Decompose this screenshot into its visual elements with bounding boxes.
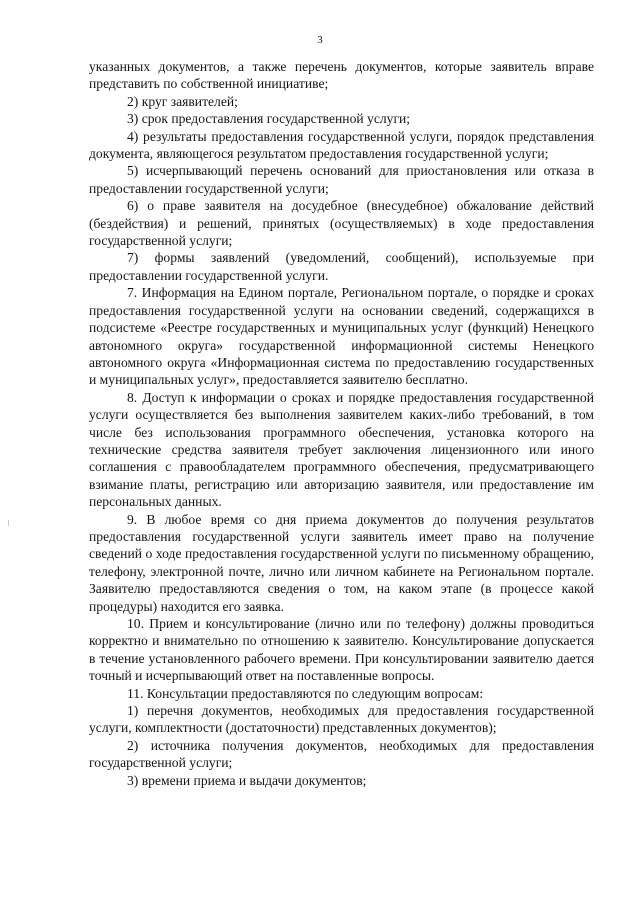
list-item-application-forms: 7) формы заявлений (уведомлений, сообщений), используемые при предоставлении государственной услуги. bbox=[89, 250, 594, 283]
paragraph-continuation: указанных документов, а также перечень документов, которые заявитель вправе представить по собственной инициативе; bbox=[89, 59, 594, 92]
paragraph-11: 11. Консультации предоставляются по следующим вопросам: bbox=[127, 685, 484, 701]
paragraph-8: 8. Доступ к информации о сроках и порядке предоставления государственной услуги осуществляется без выполнения заявителем каких-либо требований, в том числе без использования программного обеспечения, установка которого на технические средства заявителя требует заключения лицензионного или иного соглашения с правообладателем программного обеспечения, предусматривающего взимание платы, регистрацию или авторизацию заявителя, или предоставление им персональных данных. bbox=[89, 389, 594, 510]
paragraph-7: 7. Информация на Едином портале, Региональном портале, о порядке и сроках предоставления государственной услуги на основании сведений, содержащихся в подсистеме «Реестре государственных и муниципальных услуг (функций) Ненецкого автономного округа» государственной информационной системы Ненецкого автономного округа «Информационная система по предоставлению государственных и муниципальных услуг», предоставляется заявителю бесплатно. bbox=[89, 285, 594, 388]
consult-item-sources: 2) источника получения документов, необходимых для предоставления государственной услуги; bbox=[89, 737, 594, 771]
page-number: 3 bbox=[317, 34, 323, 46]
list-item-applicants: 2) круг заявителей; bbox=[127, 93, 238, 109]
list-item-appeal-right: 6) о праве заявителя на досудебное (внесудебное) обжалование действий (бездействия) и решений, принятых (осуществляемых) в ходе предоставления государственной услуги; bbox=[89, 198, 594, 249]
document-body bbox=[89, 58, 594, 789]
consult-item-schedule: 3) времени приема и выдачи документов; bbox=[127, 772, 367, 788]
margin-mark bbox=[8, 520, 9, 526]
consult-item-documents: 1) перечня документов, необходимых для предоставления государственной услуги, комплектности (достаточности) представленных документов); bbox=[89, 703, 594, 736]
list-item-service-term: 3) срок предоставления государственной услуги; bbox=[127, 111, 411, 127]
paragraph-10: 10. Прием и консультирование (лично или по телефону) должны проводиться корректно и внимательно по отношению к заявителю. Консультирование допускается в течение установленного рабочего времени. При консультировании заявителю дается точный и исчерпывающий ответ на поставленные вопросы. bbox=[89, 616, 594, 684]
paragraph-9: 9. В любое время со дня приема документов до получения результатов предоставления государственной услуги заявитель имеет право на получение сведений о ходе предоставления государственной услуги по письменному обращению, телефону, электронной почте, лично или личном кабинете на Региональном портале. Заявителю предоставляются сведения о том, на каком этапе (в процессе какой процедуры) находится его заявка. bbox=[89, 511, 594, 614]
list-item-suspension-grounds: 5) исчерпывающий перечень оснований для приостановления или отказа в предоставлении государственной услуги; bbox=[89, 163, 594, 196]
list-item-results: 4) результаты предоставления государственной услуги, порядок представления документа, являющегося результатом предоставления государственной услуги; bbox=[89, 128, 594, 162]
